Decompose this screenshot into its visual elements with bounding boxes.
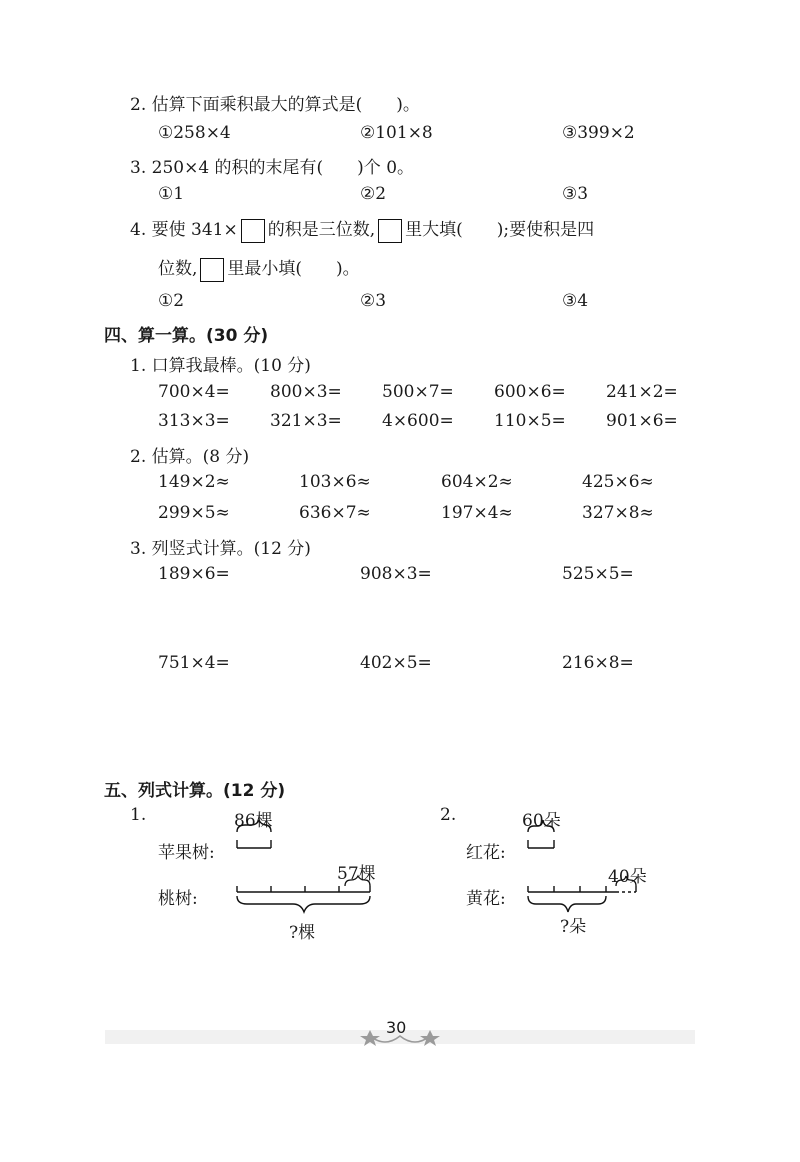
oral-item: 700×4= — [158, 382, 230, 402]
estimate-item: 636×7≈ — [299, 503, 371, 523]
q4-text-c: 里大填( );要使积是四 — [405, 220, 595, 240]
vertical-calc-item: 402×5= — [360, 653, 432, 673]
bottom-brace — [528, 896, 606, 912]
oral-item: 110×5= — [494, 411, 566, 431]
answer-box[interactable] — [200, 258, 224, 282]
top-brace — [237, 820, 271, 832]
problem-1-row-1-label: 苹果树: — [158, 843, 215, 863]
problem-2-number: 2. — [440, 805, 457, 825]
problem-1-total: ?棵 — [289, 923, 316, 943]
problem-1-extra-value: 57棵 — [337, 864, 376, 884]
oral-item: 901×6= — [606, 411, 678, 431]
section-4-sub-2: 2. 估算。(8 分) — [130, 447, 250, 467]
extra-brace — [345, 876, 370, 886]
question-3-option-2: ②2 — [360, 184, 387, 204]
question-3-option-3: ③3 — [562, 184, 589, 204]
oral-item: 4×600= — [382, 411, 454, 431]
estimate-item: 604×2≈ — [441, 472, 513, 492]
q4-text-b: 的积是三位数, — [267, 220, 376, 240]
question-4-option-1: ①2 — [158, 291, 185, 311]
section-4-title: 四、算一算。(30 分) — [104, 326, 269, 346]
question-3-stem: 3. 250×4 的积的末尾有( )个 0。 — [130, 158, 415, 178]
oral-item: 241×2= — [606, 382, 678, 402]
estimate-item: 299×5≈ — [158, 503, 230, 523]
section-5-title: 五、列式计算。(12 分) — [104, 781, 286, 801]
problem-2-extra-value: 40朵 — [608, 867, 647, 887]
vertical-calc-item: 908×3= — [360, 564, 432, 584]
vertical-calc-item: 525×5= — [562, 564, 634, 584]
question-3-option-1: ①1 — [158, 184, 185, 204]
question-4-option-3: ③4 — [562, 291, 589, 311]
top-brace — [528, 820, 554, 832]
vertical-calc-item: 189×6= — [158, 564, 230, 584]
problem-1-number: 1. — [130, 805, 147, 825]
question-2-option-2: ②101×8 — [360, 123, 433, 143]
page-number: 30 — [386, 1018, 407, 1037]
oral-item: 313×3= — [158, 411, 230, 431]
oral-item: 800×3= — [270, 382, 342, 402]
extra-brace — [616, 876, 636, 886]
oral-item: 600×6= — [494, 382, 566, 402]
answer-box[interactable] — [378, 219, 402, 243]
estimate-item: 197×4≈ — [441, 503, 513, 523]
section-4-sub-1: 1. 口算我最棒。(10 分) — [130, 356, 311, 376]
q4-text-e: 里最小填( )。 — [227, 259, 360, 279]
estimate-item: 149×2≈ — [158, 472, 230, 492]
question-4-line-2 — [158, 254, 360, 282]
problem-2-row-1-label: 红花: — [466, 843, 506, 863]
estimate-item: 103×6≈ — [299, 472, 371, 492]
problem-2-diagram — [520, 820, 650, 920]
bottom-brace — [237, 896, 370, 912]
vertical-calc-item: 216×8= — [562, 653, 634, 673]
problem-2-total: ?朵 — [560, 917, 587, 937]
q4-text-d: 位数, — [158, 259, 198, 279]
problem-1-top-value: 86棵 — [234, 811, 273, 831]
question-4-option-2: ②3 — [360, 291, 387, 311]
q4-text-a: 4. 要使 341× — [130, 220, 238, 240]
oral-item: 500×7= — [382, 382, 454, 402]
vertical-calc-item: 751×4= — [158, 653, 230, 673]
problem-2-top-value: 60朵 — [522, 811, 561, 831]
question-2-option-1: ①258×4 — [158, 123, 231, 143]
problem-1-row-2-label: 桃树: — [158, 889, 198, 909]
problem-1-diagram — [225, 820, 385, 920]
oral-item: 321×3= — [270, 411, 342, 431]
section-4-sub-3: 3. 列竖式计算。(12 分) — [130, 539, 311, 559]
estimate-item: 327×8≈ — [582, 503, 654, 523]
answer-box[interactable] — [241, 219, 265, 243]
question-2-stem: 2. 估算下面乘积最大的算式是( )。 — [130, 95, 420, 115]
question-2-option-3: ③399×2 — [562, 123, 635, 143]
problem-2-row-2-label: 黄花: — [466, 889, 506, 909]
estimate-item: 425×6≈ — [582, 472, 654, 492]
question-4-line-1 — [130, 215, 594, 243]
